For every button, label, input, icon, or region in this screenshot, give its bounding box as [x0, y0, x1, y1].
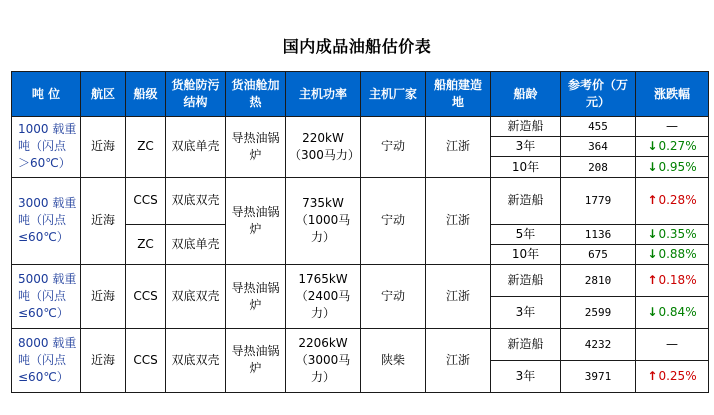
area-cell: 近海 — [81, 328, 126, 392]
power-cell: 2206kW（3000马力） — [286, 328, 361, 392]
age-cell: 新造船 — [491, 265, 561, 297]
maker-cell: 宁动 — [361, 177, 426, 264]
tonnage-cell: 1000 载重吨（闪点＞60℃） — [12, 117, 81, 178]
table-body — [12, 117, 709, 393]
change-value: 0.35% — [658, 226, 697, 241]
power-cell: 735kW（1000马力） — [286, 177, 361, 264]
header-class: 船级 — [126, 72, 166, 117]
price-cell: 364 — [561, 137, 636, 157]
price-cell: 208 — [561, 157, 636, 177]
arrow-down-icon: ↓ — [647, 226, 658, 241]
class-cell: ZC — [126, 117, 166, 178]
change-cell — [636, 157, 709, 177]
structure-cell: 双底双壳 — [166, 177, 226, 224]
arrow-down-icon: ↓ — [647, 305, 658, 319]
change-cell — [636, 328, 709, 360]
heating-cell: 导热油锅炉 — [226, 265, 286, 329]
area-cell: 近海 — [81, 265, 126, 329]
arrow-down-icon: ↓ — [647, 139, 658, 154]
structure-cell: 双底单壳 — [166, 224, 226, 264]
yard-cell: 江浙 — [426, 265, 491, 329]
age-cell: 10年 — [491, 244, 561, 264]
table-row — [12, 265, 709, 297]
power-cell: 1765kW（2400马力） — [286, 265, 361, 329]
price-cell: 455 — [561, 117, 636, 137]
page-title: 国内成品油船估价表 — [282, 37, 432, 56]
heating-cell: 导热油锅炉 — [226, 177, 286, 264]
change-value: — — [666, 336, 678, 351]
change-cell — [636, 177, 709, 224]
change-cell — [636, 360, 709, 392]
change-cell — [636, 224, 709, 244]
header-tonnage: 吨 位 — [12, 72, 81, 117]
price-cell: 1136 — [561, 224, 636, 244]
header-heating: 货油舱加热 — [226, 72, 286, 117]
price-cell: 2810 — [561, 265, 636, 297]
price-cell: 4232 — [561, 328, 636, 360]
class-cell: ZC — [126, 224, 166, 264]
power-cell: 220kW（300马力） — [286, 117, 361, 178]
header-yard: 船舶建造地 — [426, 72, 491, 117]
age-cell: 新造船 — [491, 177, 561, 224]
area-cell: 近海 — [81, 177, 126, 264]
change-value: 0.95% — [658, 159, 697, 174]
arrow-down-icon: ↓ — [647, 159, 658, 174]
header-change: 涨跌幅 — [636, 72, 709, 117]
arrow-down-icon: ↓ — [647, 246, 658, 261]
maker-cell: 陕柴 — [361, 328, 426, 392]
age-cell: 3年 — [491, 360, 561, 392]
area-cell: 近海 — [81, 117, 126, 178]
heating-cell: 导热油锅炉 — [226, 117, 286, 178]
age-cell: 新造船 — [491, 328, 561, 360]
table-row — [12, 328, 709, 360]
age-cell: 3年 — [491, 137, 561, 157]
change-value: — — [666, 119, 678, 134]
price-cell: 2599 — [561, 297, 636, 329]
age-cell: 5年 — [491, 224, 561, 244]
heating-cell: 导热油锅炉 — [226, 328, 286, 392]
age-cell: 新造船 — [491, 117, 561, 137]
change-value: 0.28% — [658, 193, 697, 208]
change-value: 0.27% — [658, 139, 697, 154]
price-cell: 3971 — [561, 360, 636, 392]
header-power: 主机功率 — [286, 72, 361, 117]
class-cell: CCS — [126, 265, 166, 329]
age-cell: 10年 — [491, 157, 561, 177]
structure-cell: 双底单壳 — [166, 117, 226, 178]
yard-cell: 江浙 — [426, 328, 491, 392]
maker-cell: 宁动 — [361, 265, 426, 329]
tonnage-cell: 3000 载重吨（闪点≤60℃） — [12, 177, 81, 264]
tonnage-cell: 5000 载重吨（闪点≤60℃） — [12, 265, 81, 329]
arrow-up-icon: ↑ — [647, 368, 658, 383]
header-price: 参考价（万元） — [561, 72, 636, 117]
price-cell: 1779 — [561, 177, 636, 224]
change-value: 0.84% — [658, 305, 697, 319]
header-maker: 主机厂家 — [361, 72, 426, 117]
price-cell: 675 — [561, 244, 636, 264]
arrow-up-icon: ↑ — [647, 273, 658, 288]
class-cell: CCS — [126, 328, 166, 392]
tonnage-cell: 8000 载重吨（闪点≤60℃） — [12, 328, 81, 392]
yard-cell: 江浙 — [426, 117, 491, 178]
header-age: 船龄 — [491, 72, 561, 117]
change-cell — [636, 137, 709, 157]
change-cell — [636, 117, 709, 137]
header-structure: 货舱防污结构 — [166, 72, 226, 117]
structure-cell: 双底双壳 — [166, 265, 226, 329]
change-value: 0.88% — [658, 246, 697, 261]
change-cell — [636, 265, 709, 297]
change-value: 0.18% — [658, 273, 697, 288]
structure-cell: 双底双壳 — [166, 328, 226, 392]
yard-cell: 江浙 — [426, 177, 491, 264]
header-area: 航区 — [81, 72, 126, 117]
age-cell: 3年 — [491, 297, 561, 329]
change-value: 0.25% — [658, 368, 697, 383]
price-table — [11, 71, 709, 393]
arrow-up-icon: ↑ — [647, 193, 658, 208]
change-cell — [636, 297, 709, 329]
table-row — [12, 177, 709, 224]
table-row — [12, 117, 709, 137]
class-cell: CCS — [126, 177, 166, 224]
change-cell — [636, 244, 709, 264]
header-row — [12, 72, 709, 117]
maker-cell: 宁动 — [361, 117, 426, 178]
